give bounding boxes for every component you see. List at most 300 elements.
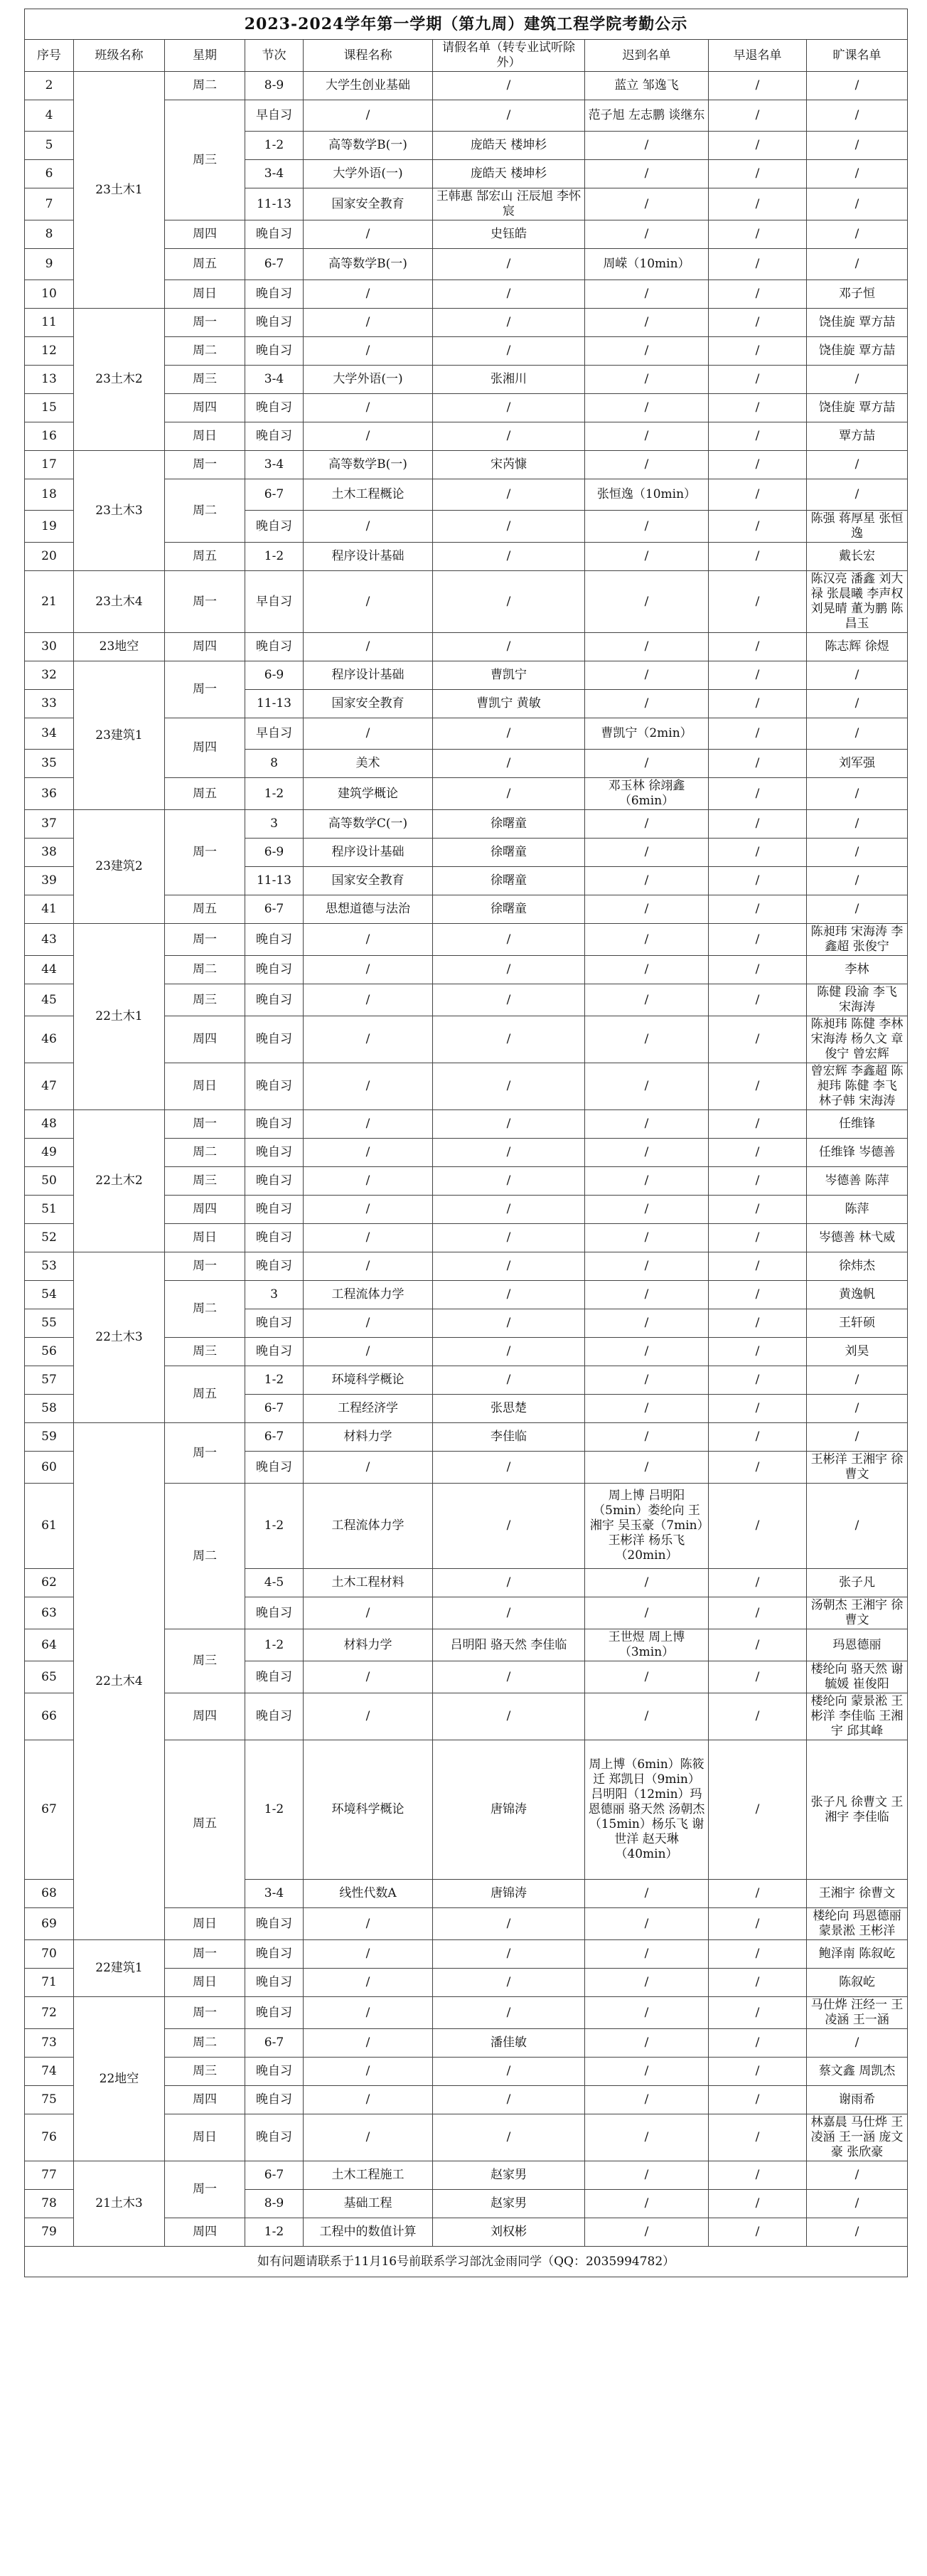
course-cell: 工程经济学	[304, 1395, 433, 1423]
late-list-cell: 曹凯宁（2min）	[585, 718, 709, 750]
period-cell: 6-7	[245, 2161, 304, 2190]
early-leave-list-cell: /	[709, 132, 807, 160]
absent-list-cell: /	[807, 839, 908, 867]
late-list-cell: /	[585, 1139, 709, 1167]
period-cell: 1-2	[245, 778, 304, 810]
late-list-cell: 蓝立 邹逸飞	[585, 72, 709, 100]
early-leave-list-cell: /	[709, 1597, 807, 1629]
course-cell: 高等数学C(一)	[304, 810, 433, 839]
early-leave-list-cell: /	[709, 1484, 807, 1569]
absent-list-cell: 张子凡	[807, 1569, 908, 1597]
period-cell: 晚自习	[245, 394, 304, 422]
early-leave-list-cell: /	[709, 160, 807, 188]
weekday-cell: 周四	[165, 2218, 245, 2247]
row-number-cell: 49	[25, 1139, 74, 1167]
weekday-cell: 周三	[165, 1167, 245, 1196]
leave-list-cell: /	[433, 1484, 585, 1569]
course-cell: 高等数学B(一)	[304, 132, 433, 160]
row-number-cell: 63	[25, 1597, 74, 1629]
leave-list-cell: 刘权彬	[433, 2218, 585, 2247]
table-row	[25, 309, 908, 337]
early-leave-list-cell: /	[709, 810, 807, 839]
leave-list-cell: /	[433, 956, 585, 984]
period-cell: 6-7	[245, 895, 304, 924]
absent-list-cell: /	[807, 1366, 908, 1395]
row-number-cell: 76	[25, 2114, 74, 2161]
course-cell: /	[304, 394, 433, 422]
early-leave-list-cell: /	[709, 337, 807, 366]
period-cell: 晚自习	[245, 1016, 304, 1063]
period-cell: 8-9	[245, 2190, 304, 2218]
weekday-cell: 周四	[165, 220, 245, 249]
early-leave-list-cell: /	[709, 280, 807, 309]
absent-list-cell: 饶佳旋 覃方喆	[807, 337, 908, 366]
table-row	[25, 633, 908, 661]
row-number-cell: 52	[25, 1224, 74, 1252]
period-cell: 晚自习	[245, 1452, 304, 1484]
course-cell: /	[304, 718, 433, 750]
weekday-cell: 周一	[165, 571, 245, 633]
weekday-cell: 周二	[165, 1139, 245, 1167]
course-cell: /	[304, 956, 433, 984]
period-cell: 晚自习	[245, 511, 304, 543]
period-cell: 6-9	[245, 839, 304, 867]
row-number-cell: 73	[25, 2029, 74, 2058]
weekday-cell: 周日	[165, 1969, 245, 1997]
leave-list-cell: /	[433, 2058, 585, 2086]
late-list-cell: /	[585, 2218, 709, 2247]
leave-list-cell: /	[433, 249, 585, 280]
course-cell: 材料力学	[304, 1629, 433, 1661]
late-list-cell: 王世煜 周上博（3min）	[585, 1629, 709, 1661]
row-number-cell: 59	[25, 1423, 74, 1452]
early-leave-list-cell: /	[709, 1338, 807, 1366]
early-leave-list-cell: /	[709, 1740, 807, 1880]
period-cell: 1-2	[245, 1740, 304, 1880]
row-number-cell: 50	[25, 1167, 74, 1196]
late-list-cell: /	[585, 2029, 709, 2058]
course-cell: 思想道德与法治	[304, 895, 433, 924]
course-cell: /	[304, 220, 433, 249]
leave-list-cell: 王韩惠 郜宏山 汪辰旭 李怀宸	[433, 188, 585, 220]
period-cell: 晚自习	[245, 1139, 304, 1167]
row-number-cell: 8	[25, 220, 74, 249]
course-cell: 线性代数A	[304, 1880, 433, 1908]
row-number-cell: 61	[25, 1484, 74, 1569]
table-row	[25, 1423, 908, 1452]
course-cell: /	[304, 1452, 433, 1484]
late-list-cell: /	[585, 750, 709, 778]
absent-list-cell: 楼纶向 骆天然 谢毓媛 崔俊阳	[807, 1661, 908, 1693]
course-cell: 环境科学概论	[304, 1366, 433, 1395]
leave-list-cell: 庞皓天 楼坤杉	[433, 160, 585, 188]
early-leave-list-cell: /	[709, 309, 807, 337]
leave-list-cell: /	[433, 1366, 585, 1395]
absent-list-cell: /	[807, 690, 908, 718]
absent-list-cell: 蔡文鑫 周凯杰	[807, 2058, 908, 2086]
class-name-cell: 22土木1	[74, 924, 165, 1110]
class-name-cell: 23建筑2	[74, 810, 165, 924]
row-number-cell: 34	[25, 718, 74, 750]
row-number-cell: 15	[25, 394, 74, 422]
row-number-cell: 16	[25, 422, 74, 451]
absent-list-cell: /	[807, 100, 908, 132]
late-list-cell: /	[585, 956, 709, 984]
course-cell: /	[304, 2114, 433, 2161]
header-absent: 旷课名单	[807, 40, 908, 72]
table-row	[25, 72, 908, 100]
course-cell: /	[304, 1196, 433, 1224]
weekday-cell: 周二	[165, 479, 245, 543]
late-list-cell: 周嵘（10min）	[585, 249, 709, 280]
leave-list-cell: /	[433, 1969, 585, 1997]
period-cell: 3-4	[245, 160, 304, 188]
period-cell: 晚自习	[245, 1693, 304, 1740]
period-cell: 晚自习	[245, 280, 304, 309]
weekday-cell: 周五	[165, 895, 245, 924]
absent-list-cell: /	[807, 810, 908, 839]
weekday-cell: 周四	[165, 633, 245, 661]
header-class: 班级名称	[74, 40, 165, 72]
late-list-cell: /	[585, 661, 709, 690]
period-cell: 晚自习	[245, 2114, 304, 2161]
weekday-cell: 周一	[165, 1940, 245, 1969]
early-leave-list-cell: /	[709, 1395, 807, 1423]
absent-list-cell: 谢雨希	[807, 2086, 908, 2114]
course-cell: /	[304, 1940, 433, 1969]
table-row	[25, 1110, 908, 1139]
leave-list-cell: /	[433, 1661, 585, 1693]
class-name-cell: 23土木3	[74, 451, 165, 571]
early-leave-list-cell: /	[709, 690, 807, 718]
absent-list-cell: /	[807, 778, 908, 810]
absent-list-cell: 刘昊	[807, 1338, 908, 1366]
absent-list-cell: /	[807, 366, 908, 394]
table-row	[25, 661, 908, 690]
early-leave-list-cell: /	[709, 1969, 807, 1997]
leave-list-cell: /	[433, 984, 585, 1016]
late-list-cell: /	[585, 451, 709, 479]
weekday-cell: 周一	[165, 810, 245, 895]
weekday-cell: 周三	[165, 1629, 245, 1693]
absent-list-cell: 玛恩德丽	[807, 1629, 908, 1661]
leave-list-cell: /	[433, 309, 585, 337]
leave-list-cell: 徐曙童	[433, 895, 585, 924]
period-cell: 晚自习	[245, 1908, 304, 1940]
header-leave: 请假名单（转专业试听除外）	[433, 40, 585, 72]
absent-list-cell: /	[807, 2190, 908, 2218]
header-row	[25, 40, 908, 72]
row-number-cell: 48	[25, 1110, 74, 1139]
late-list-cell: /	[585, 366, 709, 394]
early-leave-list-cell: /	[709, 2161, 807, 2190]
early-leave-list-cell: /	[709, 72, 807, 100]
late-list-cell: /	[585, 1016, 709, 1063]
period-cell: 晚自习	[245, 337, 304, 366]
late-list-cell: /	[585, 633, 709, 661]
period-cell: 晚自习	[245, 1597, 304, 1629]
leave-list-cell: /	[433, 72, 585, 100]
row-number-cell: 17	[25, 451, 74, 479]
weekday-cell: 周一	[165, 309, 245, 337]
weekday-cell: 周四	[165, 1693, 245, 1740]
course-cell: /	[304, 2029, 433, 2058]
period-cell: 3	[245, 1281, 304, 1309]
row-number-cell: 47	[25, 1063, 74, 1110]
period-cell: 6-7	[245, 1423, 304, 1452]
course-cell: /	[304, 1110, 433, 1139]
period-cell: 4-5	[245, 1569, 304, 1597]
course-cell: /	[304, 571, 433, 633]
course-cell: 材料力学	[304, 1423, 433, 1452]
weekday-cell: 周日	[165, 1063, 245, 1110]
late-list-cell: /	[585, 337, 709, 366]
course-cell: /	[304, 1661, 433, 1693]
early-leave-list-cell: /	[709, 394, 807, 422]
late-list-cell: /	[585, 1997, 709, 2029]
absent-list-cell: 王轩硕	[807, 1309, 908, 1338]
late-list-cell: /	[585, 571, 709, 633]
late-list-cell: /	[585, 1063, 709, 1110]
late-list-cell: /	[585, 1224, 709, 1252]
table-row	[25, 1940, 908, 1969]
leave-list-cell: /	[433, 1908, 585, 1940]
absent-list-cell: 陈萍	[807, 1196, 908, 1224]
leave-list-cell: /	[433, 718, 585, 750]
leave-list-cell: 庞皓天 楼坤杉	[433, 132, 585, 160]
late-list-cell: /	[585, 1880, 709, 1908]
row-number-cell: 62	[25, 1569, 74, 1597]
leave-list-cell: /	[433, 543, 585, 571]
late-list-cell: /	[585, 839, 709, 867]
row-number-cell: 69	[25, 1908, 74, 1940]
course-cell: /	[304, 924, 433, 956]
period-cell: 3	[245, 810, 304, 839]
course-cell: 国家安全教育	[304, 690, 433, 718]
late-list-cell: /	[585, 2086, 709, 2114]
course-cell: 土木工程材料	[304, 1569, 433, 1597]
early-leave-list-cell: /	[709, 479, 807, 511]
period-cell: 6-7	[245, 249, 304, 280]
period-cell: 11-13	[245, 690, 304, 718]
early-leave-list-cell: /	[709, 661, 807, 690]
leave-list-cell: /	[433, 1597, 585, 1629]
period-cell: 晚自习	[245, 1661, 304, 1693]
early-leave-list-cell: /	[709, 867, 807, 895]
late-list-cell: /	[585, 2161, 709, 2190]
weekday-cell: 周日	[165, 280, 245, 309]
class-name-cell: 22土木3	[74, 1252, 165, 1423]
row-number-cell: 11	[25, 309, 74, 337]
absent-list-cell: 徐炜杰	[807, 1252, 908, 1281]
absent-list-cell: 戴长宏	[807, 543, 908, 571]
late-list-cell: /	[585, 1366, 709, 1395]
absent-list-cell: /	[807, 1484, 908, 1569]
leave-list-cell: /	[433, 337, 585, 366]
late-list-cell: /	[585, 1110, 709, 1139]
course-cell: 程序设计基础	[304, 661, 433, 690]
early-leave-list-cell: /	[709, 1997, 807, 2029]
weekday-cell: 周日	[165, 1908, 245, 1940]
course-cell: /	[304, 309, 433, 337]
weekday-cell: 周五	[165, 543, 245, 571]
leave-list-cell: 唐锦涛	[433, 1740, 585, 1880]
absent-list-cell: 楼纶向 玛恩德丽 蒙景淞 王彬洋	[807, 1908, 908, 1940]
absent-list-cell: 曾宏辉 李鑫超 陈昶玮 陈健 李飞 林子韩 宋海涛	[807, 1063, 908, 1110]
absent-list-cell: 黄逸帆	[807, 1281, 908, 1309]
class-name-cell: 22建筑1	[74, 1940, 165, 1997]
row-number-cell: 74	[25, 2058, 74, 2086]
early-leave-list-cell: /	[709, 2086, 807, 2114]
late-list-cell: /	[585, 220, 709, 249]
header-day: 星期	[165, 40, 245, 72]
leave-list-cell: 李佳临	[433, 1423, 585, 1452]
weekday-cell: 周一	[165, 1423, 245, 1484]
period-cell: 晚自习	[245, 1167, 304, 1196]
course-cell: /	[304, 1252, 433, 1281]
weekday-cell: 周二	[165, 2029, 245, 2058]
late-list-cell: /	[585, 810, 709, 839]
late-list-cell: /	[585, 394, 709, 422]
period-cell: 晚自习	[245, 2086, 304, 2114]
period-cell: 晚自习	[245, 309, 304, 337]
late-list-cell: 周上博（6min）陈筱迁 郑凯日（9min）吕明阳（12min）玛恩德丽 骆天然 汤朝杰（15min）杨乐飞 谢世洋 赵天琳（40min）	[585, 1740, 709, 1880]
absent-list-cell: /	[807, 188, 908, 220]
early-leave-list-cell: /	[709, 2058, 807, 2086]
leave-list-cell: /	[433, 1110, 585, 1139]
period-cell: 晚自习	[245, 422, 304, 451]
class-name-cell: 23土木1	[74, 72, 165, 309]
row-number-cell: 66	[25, 1693, 74, 1740]
header-late: 迟到名单	[585, 40, 709, 72]
late-list-cell: /	[585, 1940, 709, 1969]
weekday-cell: 周二	[165, 1484, 245, 1629]
early-leave-list-cell: /	[709, 1167, 807, 1196]
weekday-cell: 周四	[165, 1196, 245, 1224]
early-leave-list-cell: /	[709, 750, 807, 778]
early-leave-list-cell: /	[709, 366, 807, 394]
absent-list-cell: /	[807, 2218, 908, 2247]
early-leave-list-cell: /	[709, 422, 807, 451]
leave-list-cell: /	[433, 1016, 585, 1063]
course-cell: 国家安全教育	[304, 188, 433, 220]
course-cell: /	[304, 1016, 433, 1063]
period-cell: 晚自习	[245, 956, 304, 984]
absent-list-cell: 王彬洋 王湘宇 徐曹文	[807, 1452, 908, 1484]
late-list-cell: /	[585, 1569, 709, 1597]
absent-list-cell: 马仕烨 汪经一 王凌涵 王一涵	[807, 1997, 908, 2029]
absent-list-cell: /	[807, 160, 908, 188]
course-cell: /	[304, 1167, 433, 1196]
page-title: 2023-2024学年第一学期（第九周）建筑工程学院考勤公示	[25, 9, 908, 40]
period-cell: 3-4	[245, 1880, 304, 1908]
row-number-cell: 70	[25, 1940, 74, 1969]
row-number-cell: 7	[25, 188, 74, 220]
row-number-cell: 6	[25, 160, 74, 188]
late-list-cell: /	[585, 1423, 709, 1452]
absent-list-cell: 刘军强	[807, 750, 908, 778]
weekday-cell: 周三	[165, 2058, 245, 2086]
period-cell: 1-2	[245, 132, 304, 160]
course-cell: /	[304, 511, 433, 543]
absent-list-cell: /	[807, 479, 908, 511]
course-cell: 基础工程	[304, 2190, 433, 2218]
table-row	[25, 1252, 908, 1281]
absent-list-cell: /	[807, 1423, 908, 1452]
attendance-body	[25, 72, 908, 2247]
period-cell: 晚自习	[245, 1224, 304, 1252]
class-name-cell: 22土木2	[74, 1110, 165, 1252]
early-leave-list-cell: /	[709, 220, 807, 249]
row-number-cell: 2	[25, 72, 74, 100]
leave-list-cell: /	[433, 100, 585, 132]
row-number-cell: 39	[25, 867, 74, 895]
late-list-cell: /	[585, 1908, 709, 1940]
early-leave-list-cell: /	[709, 2114, 807, 2161]
weekday-cell: 周二	[165, 72, 245, 100]
early-leave-list-cell: /	[709, 1366, 807, 1395]
row-number-cell: 51	[25, 1196, 74, 1224]
course-cell: /	[304, 633, 433, 661]
course-cell: 土木工程施工	[304, 2161, 433, 2190]
course-cell: /	[304, 1063, 433, 1110]
table-row	[25, 571, 908, 633]
leave-list-cell: /	[433, 1224, 585, 1252]
weekday-cell: 周一	[165, 2161, 245, 2218]
early-leave-list-cell: /	[709, 100, 807, 132]
row-number-cell: 35	[25, 750, 74, 778]
row-number-cell: 55	[25, 1309, 74, 1338]
leave-list-cell: /	[433, 1139, 585, 1167]
early-leave-list-cell: /	[709, 984, 807, 1016]
early-leave-list-cell: /	[709, 1016, 807, 1063]
period-cell: 晚自习	[245, 1940, 304, 1969]
late-list-cell: /	[585, 1309, 709, 1338]
absent-list-cell: 岑德善 陈萍	[807, 1167, 908, 1196]
course-cell: /	[304, 2058, 433, 2086]
course-cell: 工程流体力学	[304, 1281, 433, 1309]
period-cell: 晚自习	[245, 2058, 304, 2086]
absent-list-cell: /	[807, 451, 908, 479]
early-leave-list-cell: /	[709, 1940, 807, 1969]
weekday-cell: 周二	[165, 1281, 245, 1338]
absent-list-cell: 陈健 段渝 李飞 宋海涛	[807, 984, 908, 1016]
early-leave-list-cell: /	[709, 956, 807, 984]
weekday-cell: 周四	[165, 1016, 245, 1063]
row-number-cell: 64	[25, 1629, 74, 1661]
early-leave-list-cell: /	[709, 1224, 807, 1252]
early-leave-list-cell: /	[709, 1880, 807, 1908]
absent-list-cell: 陈志辉 徐煜	[807, 633, 908, 661]
absent-list-cell: 鲍泽南 陈叙屹	[807, 1940, 908, 1969]
absent-list-cell: /	[807, 895, 908, 924]
course-cell: 程序设计基础	[304, 839, 433, 867]
leave-list-cell: 赵家男	[433, 2161, 585, 2190]
weekday-cell: 周五	[165, 1366, 245, 1423]
weekday-cell: 周四	[165, 718, 245, 778]
leave-list-cell: 史钰皓	[433, 220, 585, 249]
absent-list-cell: 岑德善 林弋威	[807, 1224, 908, 1252]
weekday-cell: 周一	[165, 1110, 245, 1139]
late-list-cell: /	[585, 984, 709, 1016]
weekday-cell: 周四	[165, 2086, 245, 2114]
class-name-cell: 22地空	[74, 1997, 165, 2161]
period-cell: 早自习	[245, 100, 304, 132]
leave-list-cell: /	[433, 1693, 585, 1740]
period-cell: 晚自习	[245, 1110, 304, 1139]
absent-list-cell: /	[807, 1395, 908, 1423]
row-number-cell: 5	[25, 132, 74, 160]
